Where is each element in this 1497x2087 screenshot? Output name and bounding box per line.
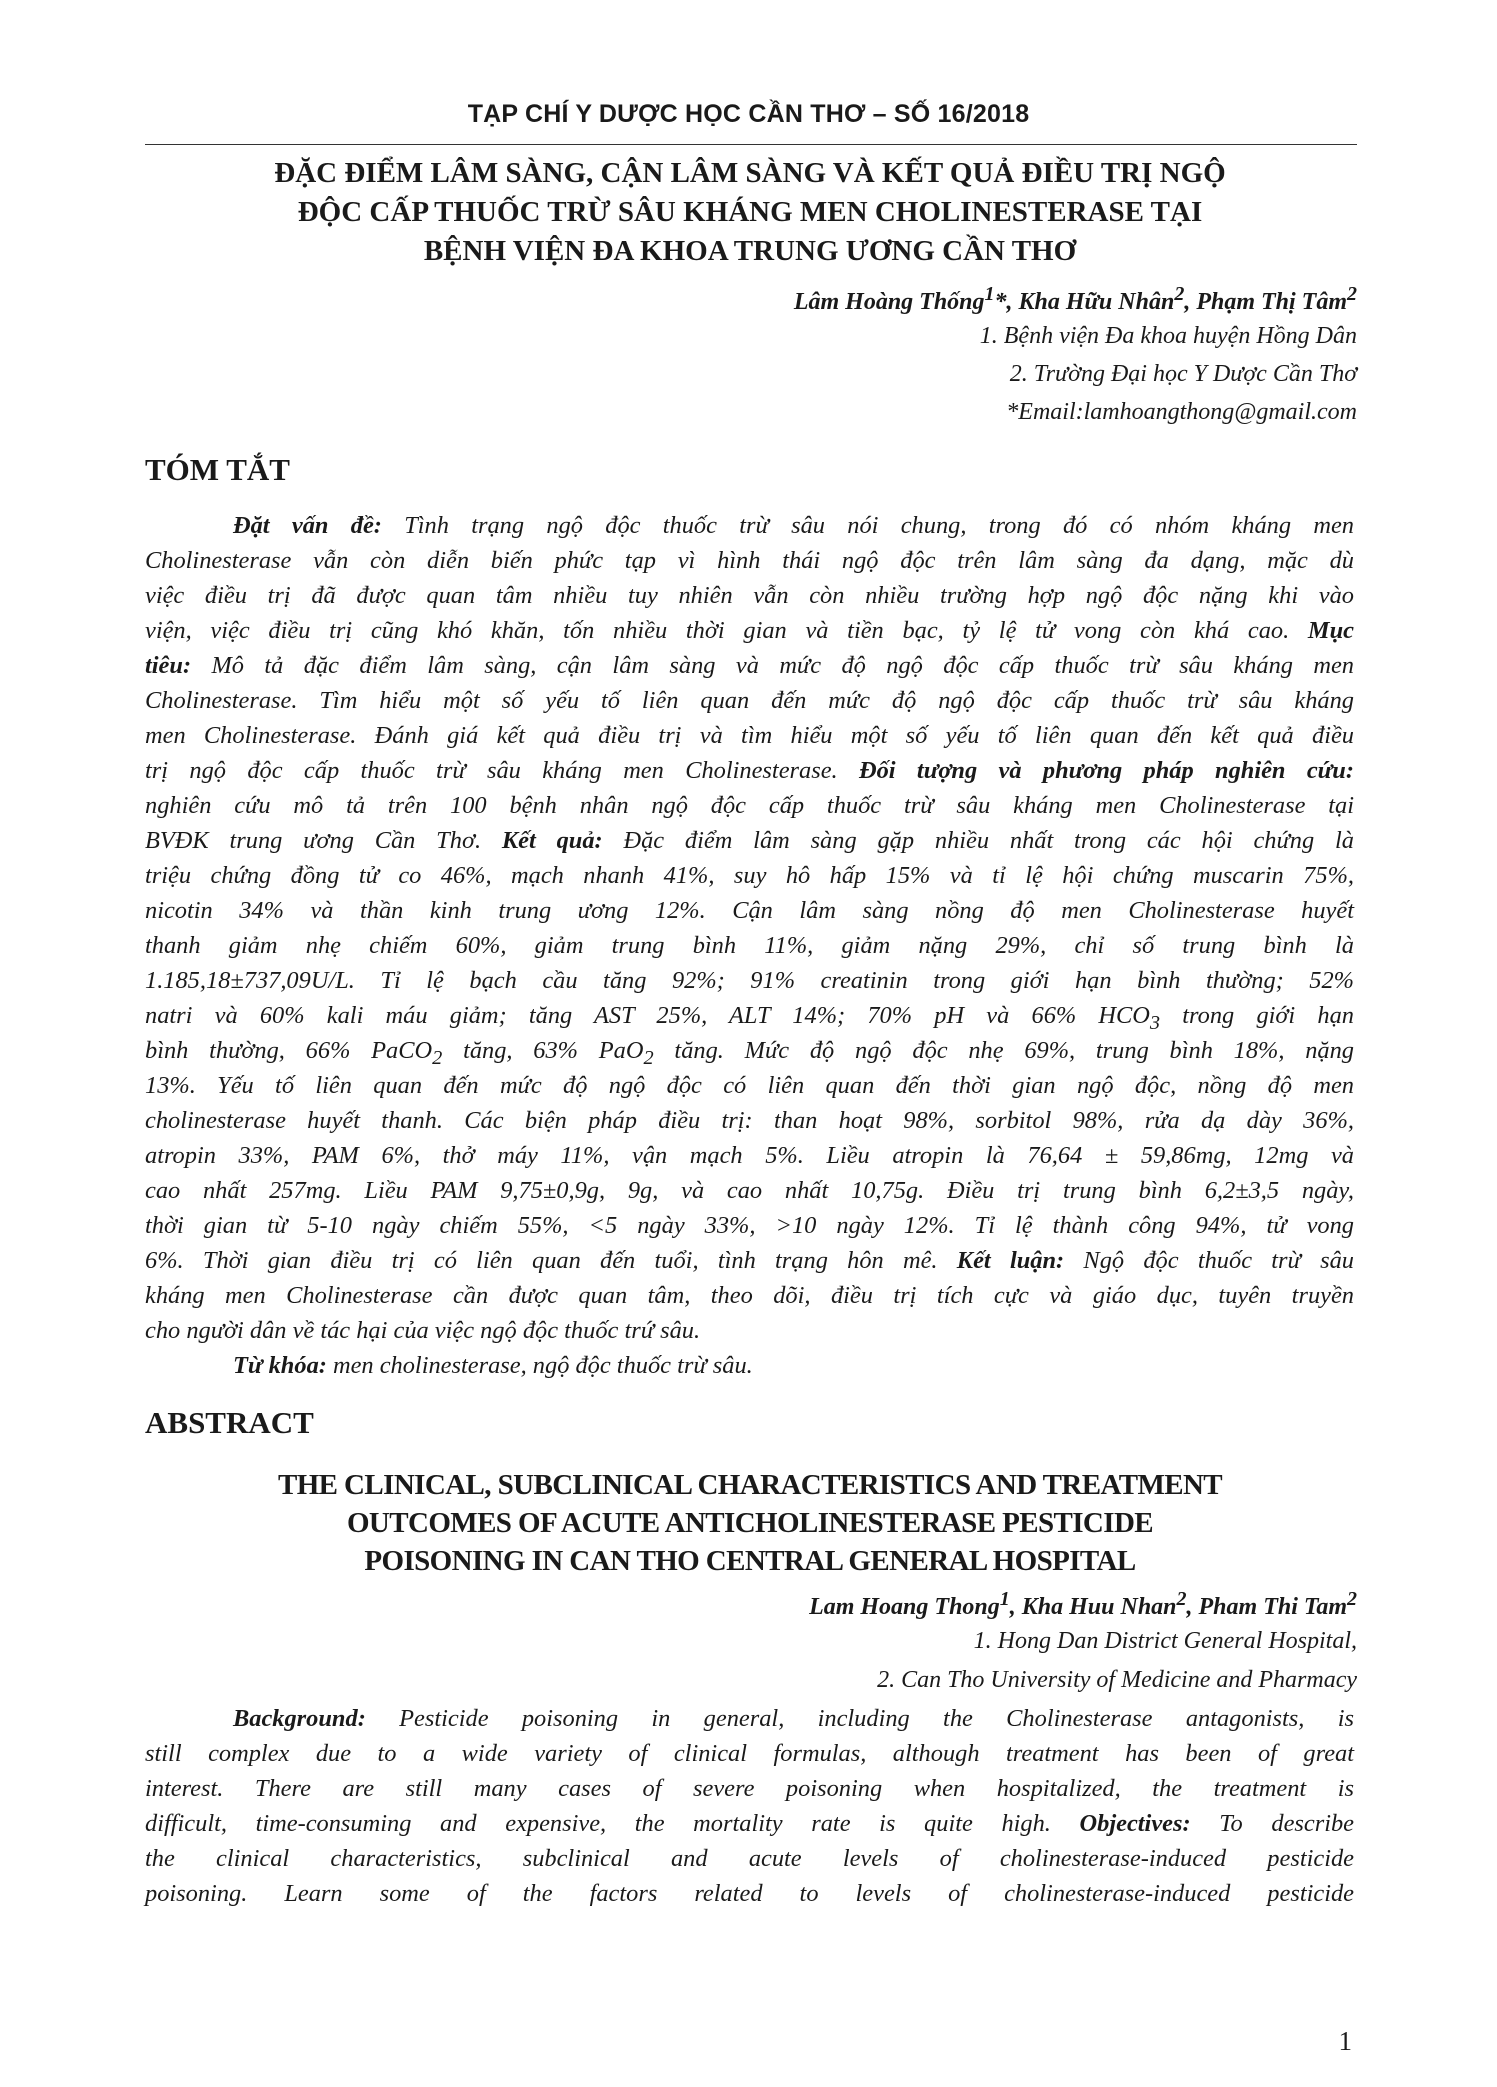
en-title-line: POISONING IN CAN THO CENTRAL GENERAL HOSPITAL [364,1545,1136,1577]
vi-title-line: ĐẶC ĐIỂM LÂM SÀNG, CẬN LÂM SÀNG VÀ KẾT QUẢ ĐIỀU TRỊ NGỘ [274,157,1226,189]
keywords-line [233,1352,1354,1380]
corresponding-mark: *, [994,289,1019,315]
text-run: viện, việc điều trị cũng khó khăn, tốn nhiều thời gian và tiền bạc, tỷ lệ tử vong còn khá cao. [145,617,1290,644]
summary-line [233,512,1354,540]
vi-affiliation: 2. Trường Đại học Y Dược Cần Thơ [1009,361,1357,387]
author-separator: , [1186,1594,1199,1620]
en-title-line: OUTCOMES OF ACUTE ANTICHOLINESTERASE PESTICIDE [346,1507,1154,1539]
summary-line: thanh giảm nhẹ chiếm 60%, giảm trung bình 11%, giảm nặng 29%, chỉ số trung bình là [145,932,1354,959]
en-title [150,1466,1350,1580]
text-run: trong giới hạn [1160,1002,1354,1029]
summary-heading: TÓM TẮT [145,452,290,487]
author-affiliation-mark: 2 [1347,283,1357,305]
summary-line: kháng men Cholinesterase cần được quan tâm, theo dõi, điều trị tích cực và giáo dục, tuyên truyền [145,1282,1354,1309]
label-methods: Đối tượng và phương pháp nghiên cứu: [837,757,1354,784]
text-run: Pesticide poisoning in general, including the Cholinesterase antagonists, is [365,1705,1354,1732]
summary-line [145,827,1354,855]
text-run: trị ngộ độc cấp thuốc trừ sâu kháng men Cholinesterase. [145,757,838,784]
author-affiliation-mark: 2 [1174,283,1185,305]
summary-line [145,1247,1354,1275]
summary-line: triệu chứng đồng tử co 46%, mạch nhanh 41%, suy hô hấp 15% và tỉ lệ hội chứng muscarin 75%, [145,862,1354,889]
text-run: difficult, time-consuming and expensive, the mortality rate is quite high. [145,1810,1051,1837]
author-name: Phạm Thị Tâm [1196,289,1347,315]
summary-line: thời gian từ 5-10 ngày chiếm 55%, <5 ngày 33%, >10 ngày 12%. Tỉ lệ thành công 94%, tử vong [145,1212,1354,1239]
label-background: Đặt vấn đề: [233,512,382,539]
en-authors [809,1588,1357,1621]
label-objectives: Objectives: [1050,1810,1191,1837]
author-name: Lâm Hoàng Thống [793,289,985,315]
vi-title-line: ĐỘC CẤP THUỐC TRỪ SÂU KHÁNG MEN CHOLINESTERASE TẠI [297,196,1203,228]
abstract-line: still complex due to a wide variety of clinical formulas, although treatment has been of great [145,1740,1354,1767]
summary-line: cao nhất 257mg. Liều PAM 9,75±0,9g, 9g, và cao nhất 10,75g. Điều trị trung bình 6,2±3,5 ngày, [145,1177,1354,1204]
en-title-line: THE CLINICAL, SUBCLINICAL CHARACTERISTICS AND TREATMENT [277,1469,1223,1501]
author-separator: , [1009,1594,1022,1620]
subscript: 3 [1149,1011,1161,1034]
text-run: BVĐK trung ương Cần Thơ. [145,827,482,854]
summary-line: men Cholinesterase. Đánh giá kết quả điều trị và tìm hiểu một số yếu tố liên quan đến kết quả điều [145,722,1354,749]
contact-email: *Email:lamhoangthong@gmail.com [1006,399,1357,425]
author-affiliation-mark: 2 [1347,1588,1357,1610]
author-name: Lam Hoang Thong [809,1594,1000,1620]
text-run: Tình trạng ngộ độc thuốc trừ sâu nói chung, trong đó có nhóm kháng men [381,512,1354,539]
author-name: Kha Huu Nhan [1021,1594,1177,1620]
author-name: Kha Hữu Nhân [1018,289,1175,315]
text-run: Mô tả đặc điểm lâm sàng, cận lâm sàng và mức độ ngộ độc cấp thuốc trừ sâu kháng men [191,652,1354,679]
text-run: bình thường, 66% PaCO [145,1037,433,1064]
summary-line: Cholinesterase vẫn còn diễn biến phức tạp vì hình thái ngộ độc trên lâm sàng đa dạng, mặc dù [145,547,1354,574]
summary-line [145,652,1354,680]
summary-line: 1.185,18±737,09U/L. Tỉ lệ bạch cầu tăng 92%; 91% creatinin trong giới hạn bình thường; 52% [145,967,1354,994]
summary-line: nghiên cứu mô tả trên 100 bệnh nhân ngộ độc cấp thuốc trừ sâu kháng men Cholinesterase tại [145,792,1354,819]
abstract-line: interest. There are still many cases of severe poisoning when hospitalized, the treatment is [145,1775,1354,1802]
vi-authors [794,283,1357,316]
subscript: 2 [643,1046,654,1069]
summary-line: 13%. Yếu tố liên quan đến mức độ ngộ độc có liên quan đến thời gian ngộ độc, nồng độ men [145,1072,1354,1099]
summary-line [145,1037,1354,1070]
author-affiliation-mark: 1 [984,283,995,305]
label-objectives: tiêu: [145,652,192,679]
text-run: tăng, 63% PaO [442,1037,644,1064]
label-background: Background: [233,1705,366,1732]
summary-line: cho người dân về tác hại của việc ngộ độc thuốc trứ sâu. [145,1317,701,1344]
en-affiliation: 1. Hong Dan District General Hospital, [973,1628,1357,1654]
vi-title [150,154,1350,271]
abstract-line [145,1810,1354,1838]
label-conclusion: Kết luận: [937,1247,1065,1274]
author-separator: , [1184,289,1197,315]
text-run: Ngộ độc thuốc trừ sâu [1064,1247,1355,1274]
summary-line [145,617,1354,645]
label-objectives: Mục [1289,617,1354,644]
vi-title-line: BỆNH VIỆN ĐA KHOA TRUNG ƯƠNG CẦN THƠ [423,235,1077,267]
text-run: To describe [1190,1810,1354,1837]
abstract-line: poisoning. Learn some of the factors related to levels of cholinesterase-induced pesticide [145,1880,1354,1907]
author-affiliation-mark: 1 [999,1588,1010,1610]
en-affiliation: 2. Can Tho University of Medicine and Pharmacy [877,1667,1357,1693]
label-keywords: Từ khóa: [233,1352,327,1379]
text-run: tăng. Mức độ ngộ độc nhẹ 69%, trung bình 18%, nặng [653,1037,1355,1064]
abstract-line [233,1705,1354,1733]
text-run: Đặc điểm lâm sàng gặp nhiều nhất trong các hội chứng là [602,827,1354,854]
page-number: 1 [1338,2026,1352,2056]
text-run: 6%. Thời gian điều trị có liên quan đến tuổi, tình trạng hôn mê. [145,1247,938,1274]
journal-header: TẠP CHÍ Y DƯỢC HỌC CẦN THƠ – SỐ 16/2018 [467,100,1030,128]
summary-line: nicotin 34% và thần kinh trung ương 12%. Cận lâm sàng nồng độ men Cholinesterase huyết [145,897,1354,924]
text-run: natri và 60% kali máu giảm; tăng AST 25%, ALT 14%; 70% pH và 66% HCO [145,1002,1150,1029]
summary-line: Cholinesterase. Tìm hiểu một số yếu tố liên quan đến mức độ ngộ độc cấp thuốc trừ sâu kháng [145,687,1354,714]
vi-affiliation: 1. Bệnh viện Đa khoa huyện Hồng Dân [979,323,1357,349]
summary-line: cholinesterase huyết thanh. Các biện pháp điều trị: than hoạt 98%, sorbitol 98%, rửa dạ dày 36%, [145,1107,1354,1134]
summary-line: việc điều trị đã được quan tâm nhiều tuy nhiên vẫn còn nhiều trường hợp ngộ độc nặng khi vào [145,582,1354,609]
summary-line [145,757,1354,785]
summary-line [145,1002,1354,1035]
header-rule [145,144,1357,145]
summary-line: atropin 33%, PAM 6%, thở máy 11%, vận mạch 5%. Liều atropin là 76,64 ± 59,86mg, 12mg và [145,1142,1354,1169]
label-results: Kết quả: [481,827,603,854]
abstract-heading: ABSTRACT [145,1405,314,1440]
text-run: men cholinesterase, ngộ độc thuốc trừ sâu. [326,1352,753,1379]
abstract-line: the clinical characteristics, subclinical and acute levels of cholinesterase-induced pesticide [145,1845,1354,1872]
author-name: Pham Thi Tam [1198,1594,1347,1620]
author-affiliation-mark: 2 [1176,1588,1187,1610]
subscript: 2 [432,1046,443,1069]
